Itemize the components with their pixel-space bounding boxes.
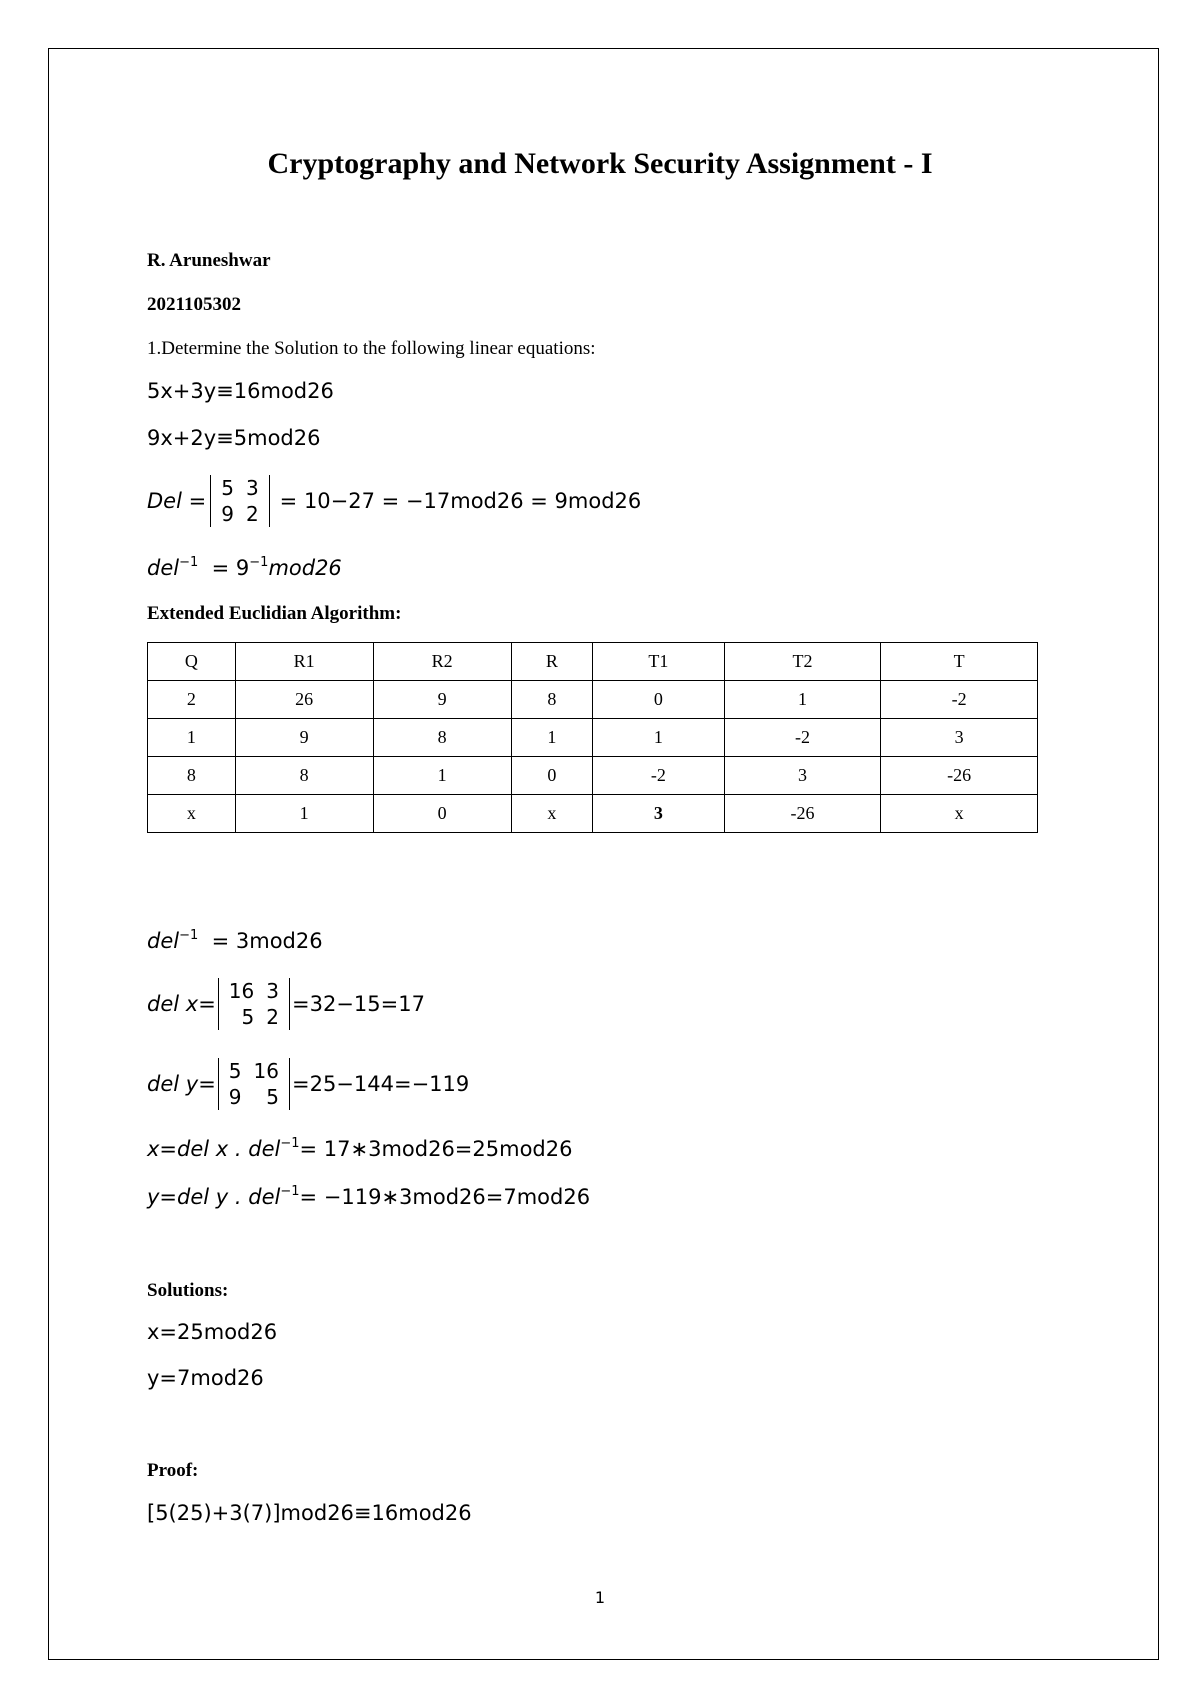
matrix-cell: 9 [228, 1085, 242, 1109]
table-row [148, 719, 1038, 757]
table-header-row [148, 643, 1038, 681]
table-cell: -2 [724, 719, 881, 757]
del-inv-sup: −1 [179, 555, 199, 570]
matrix-cell: 9 [221, 502, 234, 526]
del-y-result: =25−144=−119 [291, 1072, 470, 1096]
table-cell: -2 [881, 681, 1038, 719]
table-cell: 1 [593, 719, 725, 757]
matrix-cell: 2 [245, 502, 259, 526]
determinant-del-y [147, 1052, 469, 1116]
proof-heading: Proof: [147, 1460, 199, 1481]
del-inverse-result [147, 929, 323, 953]
eea-heading: Extended Euclidian Algorithm: [147, 603, 402, 624]
del-inv-result-rhs: = 3mod26 [211, 929, 323, 953]
x-calc-sup: −1 [280, 1136, 300, 1151]
del-matrix [210, 475, 269, 527]
determinant-del [147, 469, 641, 533]
x-calculation [147, 1137, 572, 1161]
table-cell: 9 [373, 681, 511, 719]
column-header: R1 [235, 643, 373, 681]
column-header: R2 [373, 643, 511, 681]
table-cell: x [511, 795, 593, 833]
matrix-cell: 5 [266, 1085, 279, 1109]
del-y-label: del y= [147, 1072, 216, 1096]
page-number: 1 [594, 1588, 606, 1607]
table-cell: x [148, 795, 236, 833]
matrix-cell: 2 [266, 1005, 279, 1029]
table-cell: 8 [148, 757, 236, 795]
table-cell: 0 [373, 795, 511, 833]
del-inverse-equation [147, 556, 342, 580]
proof-equation: [5(25)+3(7)]mod26≡16mod26 [147, 1501, 472, 1525]
del-y-matrix [218, 1058, 290, 1110]
column-header: Q [148, 643, 236, 681]
column-header: T2 [724, 643, 881, 681]
del-inv-result-sup: −1 [179, 928, 199, 943]
solutions-heading: Solutions: [147, 1280, 229, 1301]
column-header: T [881, 643, 1038, 681]
matrix-cell: 16 [253, 1059, 279, 1083]
eea-table [147, 642, 1038, 833]
y-calc-sup: −1 [280, 1184, 300, 1199]
table-cell: 3 [724, 757, 881, 795]
matrix-cell: 16 [228, 979, 255, 1003]
del-label: Del = [147, 489, 207, 513]
table-row [148, 681, 1038, 719]
roll-number: 2021105302 [147, 294, 241, 315]
determinant-del-x [147, 972, 425, 1036]
table-cell: 0 [593, 681, 725, 719]
del-x-matrix [218, 978, 290, 1030]
table-cell: -2 [593, 757, 725, 795]
matrix-cell: 5 [228, 1059, 242, 1083]
table-row [148, 795, 1038, 833]
table-cell: 2 [148, 681, 236, 719]
page-title: Cryptography and Network Security Assignment - I [267, 147, 933, 180]
matrix-cell: 5 [241, 1005, 255, 1029]
matrix-cell: 5 [221, 476, 234, 500]
y-calculation [147, 1185, 590, 1209]
del-inv-rhs: = 9 [211, 556, 250, 580]
table-cell-inverse: 3 [593, 795, 725, 833]
table-cell: 0 [511, 757, 593, 795]
column-header: T1 [593, 643, 725, 681]
matrix-cell: 3 [245, 476, 259, 500]
table-row [148, 757, 1038, 795]
page-border [48, 48, 1159, 1660]
table-cell: x [881, 795, 1038, 833]
table-cell: 1 [148, 719, 236, 757]
equation-1: 5x+3y≡16mod26 [147, 379, 334, 403]
table-cell: 1 [373, 757, 511, 795]
del-x-label: del x= [147, 992, 216, 1016]
table-cell: 8 [511, 681, 593, 719]
del-inv-rhs-tail: mod26 [268, 556, 342, 580]
table-cell: 9 [235, 719, 373, 757]
del-inv-label: del [147, 556, 180, 580]
question-text: 1.Determine the Solution to the following linear equations: [147, 338, 596, 359]
table-cell: 1 [724, 681, 881, 719]
table-cell: -26 [881, 757, 1038, 795]
author-name: R. Aruneshwar [147, 250, 271, 271]
column-header: R [511, 643, 593, 681]
x-calc-lhs: x=del x . del [147, 1137, 281, 1161]
del-x-result: =32−15=17 [291, 992, 425, 1016]
del-inv-result-label: del [147, 929, 180, 953]
y-calc-rhs: = −119∗3mod26=7mod26 [299, 1185, 591, 1209]
del-result: = 10−27 = −17mod26 = 9mod26 [279, 489, 642, 513]
matrix-cell: 3 [266, 979, 279, 1003]
equation-2: 9x+2y≡5mod26 [147, 426, 321, 450]
del-inv-rhs-sup: −1 [249, 555, 269, 570]
table-cell: 1 [235, 795, 373, 833]
table-cell: 8 [373, 719, 511, 757]
table-cell: 1 [511, 719, 593, 757]
table-cell: -26 [724, 795, 881, 833]
table-cell: 26 [235, 681, 373, 719]
x-calc-rhs: = 17∗3mod26=25mod26 [299, 1137, 573, 1161]
y-calc-lhs: y=del y . del [147, 1185, 281, 1209]
solution-y: y=7mod26 [147, 1366, 264, 1390]
table-cell: 3 [881, 719, 1038, 757]
solution-x: x=25mod26 [147, 1320, 278, 1344]
table-cell: 8 [235, 757, 373, 795]
